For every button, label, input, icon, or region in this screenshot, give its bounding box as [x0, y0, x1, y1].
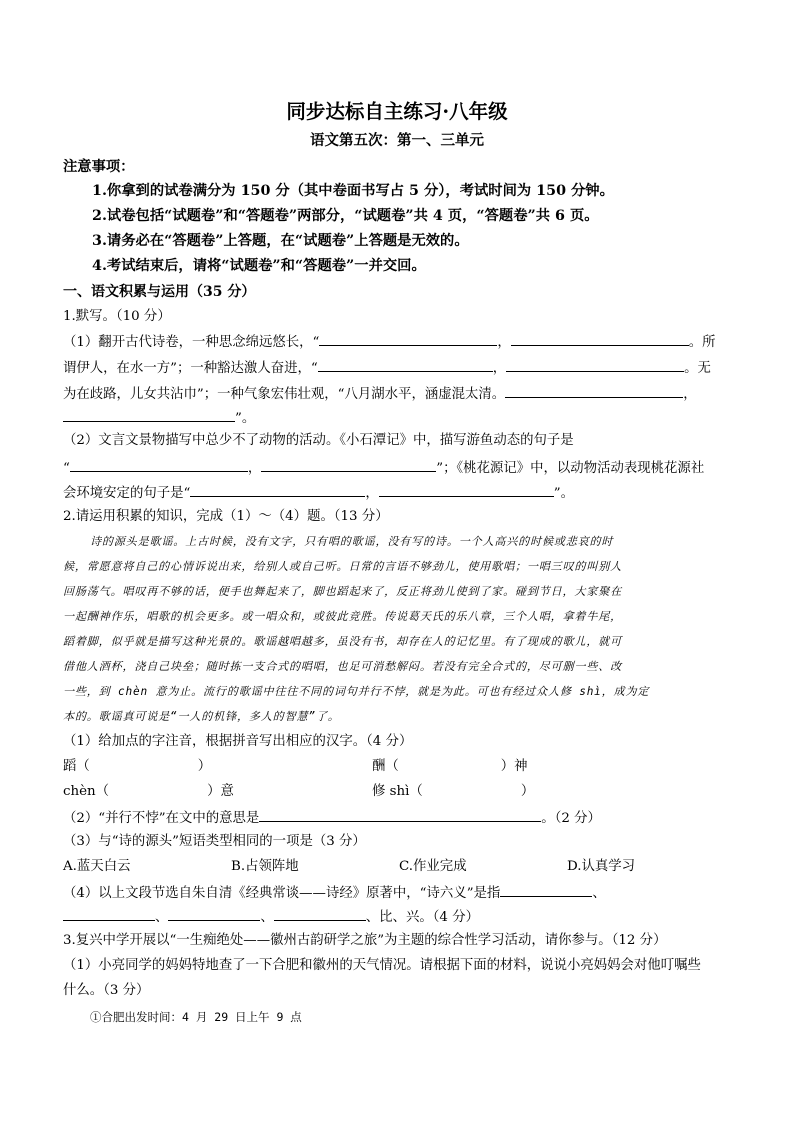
q2-s2-line: [63, 808, 734, 828]
q1-p2-line3: [63, 483, 734, 503]
q2-s2-text-a: （2）“并行不悖”在文中的意思是: [63, 811, 260, 826]
q1-p1-line2: [63, 358, 734, 378]
q1-p2-text-c: ”；《桃花源记》中，以动物活动表现桃花源社: [436, 461, 705, 476]
answer-blank[interactable]: [63, 907, 155, 921]
q2-s1-item-a-end: ）: [197, 759, 212, 774]
q2-s4-text-d: 、: [260, 910, 274, 925]
page-subtitle: 语文第五次：第一、三单元: [310, 132, 484, 149]
passage-line: 诗的源头是歌谣。上古时候，没有文字，只有唱的歌谣，没有写的诗。一个人高兴的时候或悲哀的时: [90, 535, 614, 548]
answer-blank[interactable]: [168, 907, 260, 921]
q2-s2-text-b: 。（2 分）: [541, 811, 601, 826]
answer-blank[interactable]: [261, 458, 436, 472]
answer-blank[interactable]: [70, 458, 248, 472]
q1-p1-text-a: 为在歧路，儿女共沾巾”；一种气象宏伟壮观，“八月湖水平，涵虚混太清。: [63, 387, 506, 402]
q3-stem: 3.复兴中学开展以“一生痴绝处——徽州古韵研学之旅”为主题的综合性学习活动，请你参与。（12 分）: [63, 933, 667, 948]
q2-s4-text-b: 、: [592, 886, 606, 901]
answer-blank[interactable]: [379, 483, 554, 497]
q2-s3-stem: （3）与“诗的源头”短语类型相同的一项是（3 分）: [63, 834, 366, 849]
q2-s1-row2: [63, 783, 734, 801]
answer-blank[interactable]: [318, 358, 493, 372]
note-item-3: 3.请务必在“答题卷”上答题，在“试题卷”上答题是无效的。: [92, 233, 469, 249]
q2-s1-item-c: chèn（: [63, 784, 110, 799]
q2-s4-line2: [63, 907, 734, 927]
answer-blank[interactable]: [63, 408, 235, 422]
passage-line: 本的。歌谣真可说是“一人的机锋，多人的智慧”了。: [63, 710, 340, 723]
q2-s4-text-a: （4）以上文段节选自朱自清《经典常谈——诗经》原著中，“诗六义”是指: [63, 886, 501, 901]
q1-p2-line2: [63, 458, 734, 478]
q1-p1-line1: [63, 332, 734, 352]
option-c[interactable]: C.作业完成: [399, 859, 467, 874]
option-b[interactable]: B.占领阵地: [231, 859, 299, 874]
passage-line: 候，常愿意将自己的心情诉说出来，给别人或自己听。日常的言语不够劲儿，使用歌唱；一唱三叹的叫别人: [63, 560, 623, 573]
q1-p1-text-b: ，: [497, 335, 511, 350]
q1-p1-text-b: ，: [683, 387, 697, 402]
answer-blank[interactable]: [274, 907, 366, 921]
answer-blank[interactable]: [506, 358, 684, 372]
q2-s1-item-b: [372, 758, 528, 776]
note-item-4: 4.考试结束后，请将“试题卷”和“答题卷”一并交回。: [92, 258, 426, 274]
answer-blank[interactable]: [505, 384, 683, 398]
note-item-2: 2.试卷包括“试题卷”和“答题卷”两部分，“试题卷”共 4 页，“答题卷”共 6 页。: [92, 208, 599, 224]
q1-p2-text-c: ”。: [553, 486, 575, 501]
page-title: 同步达标自主练习·八年级: [286, 100, 508, 123]
q1-p2-line1: （2）文言文景物描写中总少不了动物的活动。《小石潭记》中，描写游鱼动态的句子是: [63, 433, 574, 448]
q1-p2-text-a: “: [63, 461, 70, 476]
q1-p1-text-b: ”。: [235, 411, 256, 426]
q1-p1-line3: [63, 384, 734, 404]
q2-s1-stem: （1）给加点的字注音，根据拼音写出相应的汉字。（4 分）: [63, 734, 413, 749]
q1-p1-text-c: 。所: [688, 335, 716, 350]
passage-line: 借他人酒杯，浇自己块垒；随时拣一支合式的唱唱，也足可消愁解闷。若没有完全合式的，尽可删一些、改: [63, 660, 623, 673]
q2-stem: 2.请运用积累的知识，完成（1）～（4）题。（13 分）: [63, 509, 389, 524]
q1-p1-text-b: ，: [492, 361, 507, 376]
q1-p1-line4: [63, 408, 734, 428]
note-item-1: 1.你拿到的试卷满分为 150 分（其中卷面书写占 5 分），考试时间为 150 分钟。: [92, 183, 614, 199]
passage-line: 回肠荡气。唱叹再不够的话，便手也舞起来了，脚也蹈起来了，反正将劲儿使到了家。碰到节日，大家聚在: [63, 585, 623, 598]
q1-p1-text-a: 谓伊人，在水一方”；一种豁达激人奋进，“: [63, 361, 318, 376]
answer-blank[interactable]: [259, 808, 541, 822]
q1-p2-text-b: ，: [247, 461, 262, 476]
section-heading: 一、语文积累与运用（35 分）: [63, 284, 256, 300]
q2-s4-line1: [63, 883, 734, 903]
passage-line: 蹈着脚，似乎就是描写这种光景的。歌谣越唱越多，虽没有书，却存在人的记忆里。有了现成的歌儿，就可: [63, 635, 623, 648]
answer-blank[interactable]: [500, 883, 592, 897]
passage-line: 一起酬神作乐，唱歌的机会更多。或一唱众和，或彼此竞胜。传说葛天氏的乐八章，三个人唱，拿着牛尾，: [63, 610, 623, 623]
answer-blank[interactable]: [511, 332, 689, 346]
option-a[interactable]: A.蓝天白云: [63, 859, 131, 874]
answer-blank[interactable]: [190, 483, 365, 497]
q2-s1-item-b-text: 酬（: [372, 759, 399, 774]
q2-s1-item-d-text: 修 shì（: [372, 784, 423, 799]
answer-blank[interactable]: [319, 332, 497, 346]
q2-s1-item-b-end: ）神: [500, 759, 528, 774]
q2-s1-item-a: 蹈（: [63, 759, 90, 774]
q3-s1-line1: （1）小亮同学的妈妈特地查了一下合肥和徽州的天气情况。请根据下面的材料，说说小亮妈妈会对他叮嘱些: [63, 958, 701, 973]
q2-s1-item-d-end: ）: [520, 784, 535, 799]
q3-s1-line2: 什么。（3 分）: [63, 983, 150, 998]
q2-s1-item-c-end: ）意: [207, 784, 234, 799]
option-d[interactable]: D.认真学习: [567, 859, 636, 874]
q1-p1-text-c: 。无: [684, 361, 711, 376]
q1-p2-text-a: 会环境安定的句子是“: [63, 486, 191, 501]
q2-s4-text-e: 、比、兴。（4 分）: [365, 910, 479, 925]
q1-stem: 1.默写。（10 分）: [63, 309, 171, 324]
q3-material-1: ①合肥出发时间：4 月 29 日上午 9 点: [90, 1010, 302, 1024]
q1-p2-text-b: ，: [365, 486, 379, 501]
q2-s1-row1: [63, 758, 734, 776]
notes-heading: 注意事项：: [63, 159, 135, 175]
q1-p1-text-a: （1）翻开古代诗卷，一种思念绵远悠长，“: [63, 335, 320, 350]
q2-s4-text-c: 、: [155, 910, 169, 925]
passage-line: 一些，到 chèn 意为止。流行的歌谣中往往不同的词句并行不悖，就是为此。可也有经过众人修 shì，成为定: [63, 685, 650, 698]
q2-s1-item-d: [372, 783, 534, 801]
